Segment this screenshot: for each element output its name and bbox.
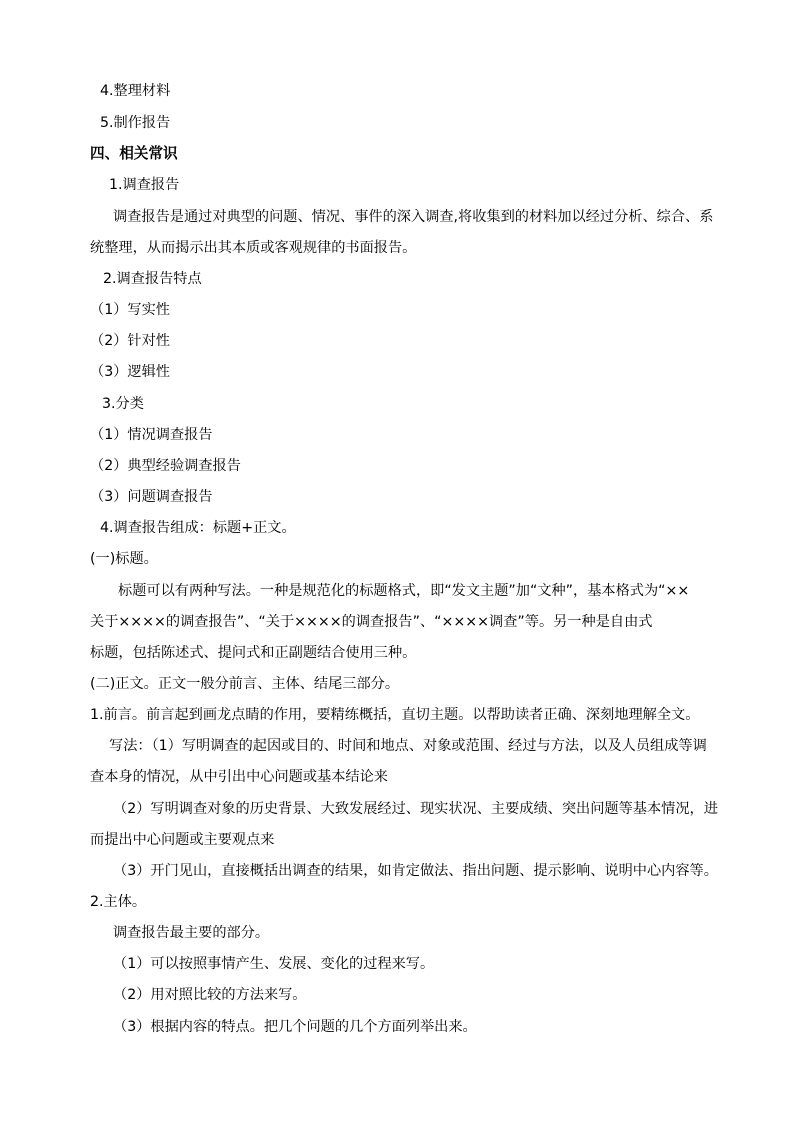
paragraph-line: 写法：（1）写明调查的起因或目的、时间和地点、对象或范围、经过与方法，以及人员组成等调 (109, 738, 707, 754)
list-item: （2）针对性 (90, 333, 170, 349)
list-item: （1）情况调查报告 (90, 427, 213, 443)
list-item: （3）根据内容的特点。把几个问题的几个方面列举出来。 (113, 1019, 477, 1035)
paragraph-line: 关于××××的调查报告”、“关于××××的调查报告”、“××××调查”等。另一种是自由式 (90, 614, 653, 630)
paragraph-line: （3）开门见山，直接概括出调查的结果，如肯定做法、指出问题、提示影响、说明中心内容等。 (113, 863, 718, 879)
list-item: （2）用对照比较的方法来写。 (113, 987, 307, 1003)
subheading-2: 2.调查报告特点 (103, 271, 202, 287)
step-5-line: 5.制作报告 (100, 115, 171, 131)
step-4-line: 4.整理材料 (100, 83, 171, 99)
paragraph-line: 标题，包括陈述式、提问式和正副题结合使用三种。 (90, 645, 417, 661)
paragraph-line: 1.前言。前言起到画龙点睛的作用，要精练概括，直切主题。以帮助读者正确、深刻地理解全文。 (90, 707, 700, 723)
list-item: （1）写实性 (90, 302, 170, 318)
subheading-4: 4.调查报告组成：标题+正文。 (100, 520, 296, 536)
paragraph-line: 标题可以有两种写法。一种是规范化的标题格式，即“发文主题”加“文种”，基本格式为“×× (118, 583, 690, 599)
paragraph-line: 调查报告最主要的部分。 (113, 925, 270, 941)
list-item: （3）问题调查报告 (90, 489, 213, 505)
paragraph-line: 而提出中心问题或主要观点来 (90, 832, 275, 848)
list-item: （2）典型经验调查报告 (90, 458, 241, 474)
section-heading: 四、相关常识 (90, 145, 178, 162)
paragraph-line: （2）写明调查对象的历史背景、大致发展经过、现实状况、主要成绩、突出问题等基本情况，进 (113, 801, 718, 817)
part-heading: 2.主体。 (90, 894, 147, 910)
subheading-3: 3.分类 (102, 396, 144, 412)
paragraph-line: 查本身的情况，从中引出中心问题或基本结论来 (90, 769, 388, 785)
part-heading: (一)标题。 (90, 551, 158, 567)
list-item: （1）可以按照事情产生、发展、变化的过程来写。 (113, 956, 435, 972)
part-heading: (二)正文。正文一般分前言、主体、结尾三部分。 (90, 676, 400, 692)
paragraph-line: 调查报告是通过对典型的问题、情况、事件的深入调查,将收集到的材料加以经过分析、综合、系 (113, 209, 714, 225)
paragraph-line: 统整理，从而揭示出其本质或客观规律的书面报告。 (90, 240, 417, 256)
subheading-1: 1.调查报告 (109, 177, 180, 193)
list-item: （3）逻辑性 (90, 364, 170, 380)
